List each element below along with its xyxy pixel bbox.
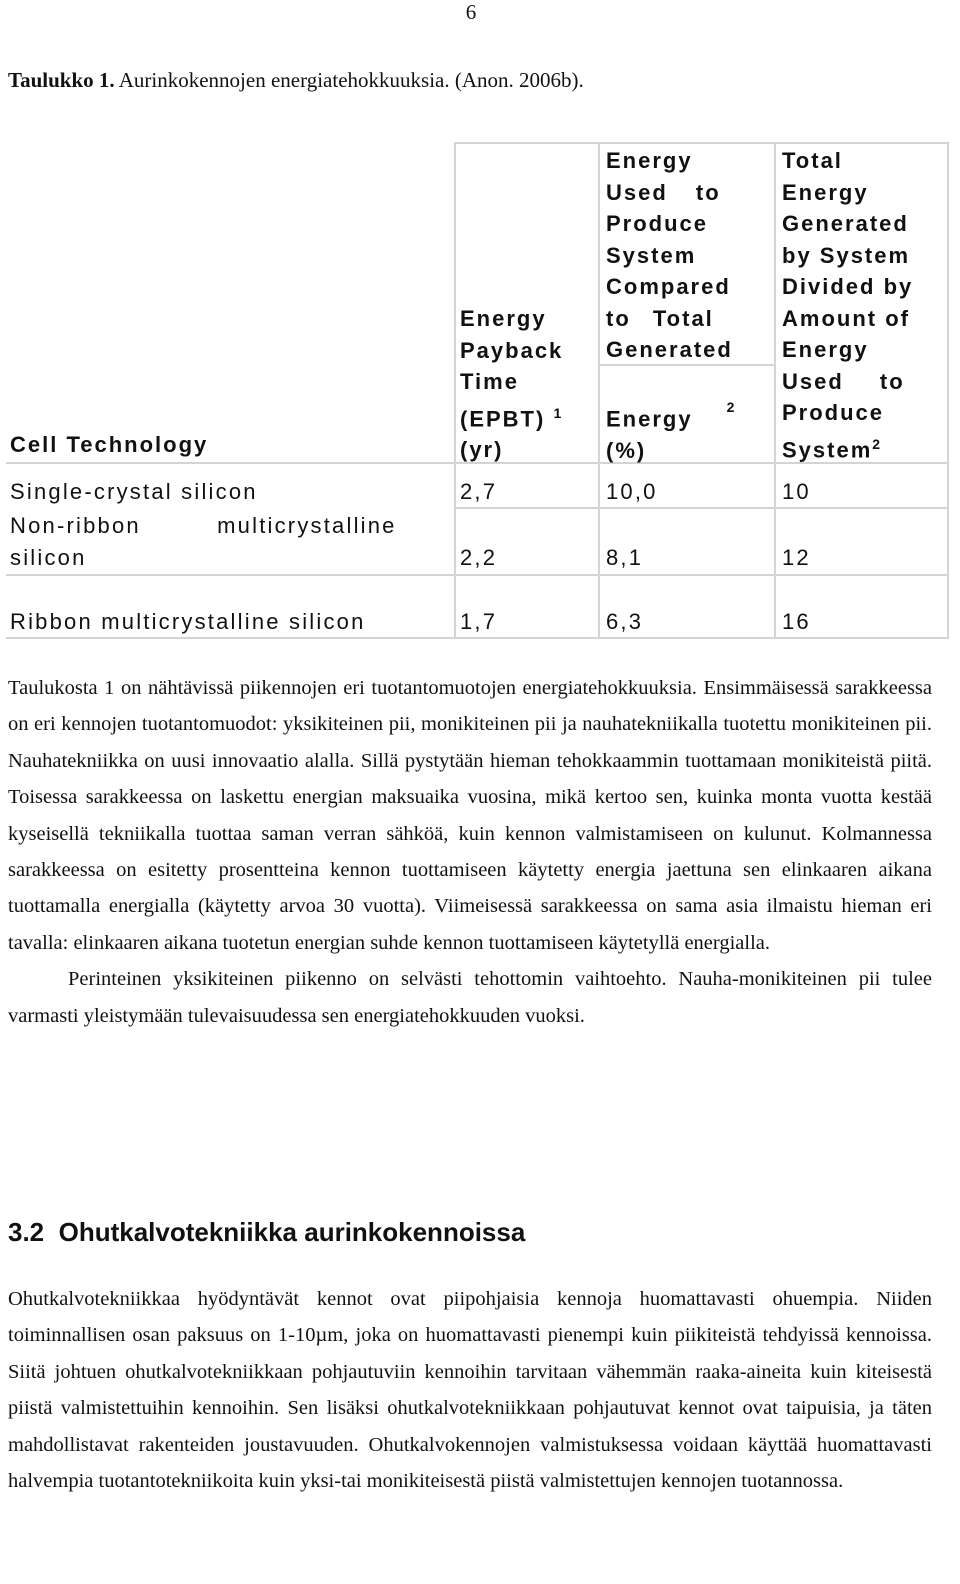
page-number: 6 [465, 0, 477, 24]
row3-energy-percent: 6,3 [606, 609, 644, 634]
row3-epbt: 1,7 [460, 609, 498, 634]
energy-efficiency-table [6, 142, 949, 639]
row1-tech: Single-crystal silicon [10, 479, 258, 504]
section-paragraph: Ohutkalvotekniikkaa hyödyntävät kennot ovat piipohjaisia kennoja huomattavasti ohuempia. Niiden toiminnallisen osan paksuus on 1-10µm, joka on huomattavasti pienempi kuin piikiteistä tehdyissä kennoissa. Siitä johtuen ohutkalvotekniikkaan pohjautuviin kennoihin tarvitaan vähemmän raaka-aineita kuin kiteisestä piistä valmistettuihin kennoihin. Sen lisäksi ohutkalvotekniikkaan pohjautuvat kennot ovat taipuisia, ja täten mahdollistavat rakenteiden joustavuuden. Ohutkalvokennojen valmistuksessa voidaan käyttää huomattavasti halvempia tuotantotekniikoita kuin yksi-tai monikiteisestä piistä valmistettujen kennojen tuotannossa. [8, 1288, 932, 1493]
paragraph-1: Taulukosta 1 on nähtävissä piikennojen eri tuotantomuotojen energiatehokkuuksia. Ensimmäisessä sarakkeessa on eri kennojen tuotantomuodot: yksikiteinen pii, monikiteinen pii ja nauhatekniikalla tuotettu monikiteinen pii. Nauhatekniikka on uusi innovaatio alalla. Sillä pystytään hieman tehokkaammin tuottamaan monikiteistä piitä. Toisessa sarakkeessa on laskettu energian maksuaika vuosina, mikä kertoo sen, kuinka monta vuotta kestää kyseisellä tekniikalla tuottaa saman verran sähköä, kuin kennon valmistamiseen on kulunut. Kolmannessa sarakkeessa on esitetty prosentteina kennon tuottamiseen käytetty energia jaettuna sen elinkaaren aikana tuottamalla energialla (käytetty arvoa 30 vuotta). Viimeisessä sarakkeessa on sama asia ilmaistu hieman eri tavalla: elinkaaren aikana tuotetun energian suhde kennon tuottamiseen käytetyllä energialla. [8, 677, 932, 954]
row1-energy-percent: 10,0 [606, 479, 658, 504]
col-divider-2 [598, 142, 600, 639]
row1-bottom-line [454, 507, 949, 509]
row1-ratio: 10 [782, 479, 811, 504]
section-body [8, 1281, 932, 1499]
row2-ratio: 12 [782, 545, 811, 570]
footnote-1: 1 [553, 404, 562, 421]
col-divider-1 [454, 142, 456, 639]
header-cell-technology: Cell Technology [10, 432, 209, 457]
header-energy-percent: Energy $^2$ (%) [606, 399, 735, 463]
row3-tech: Ribbon multicrystalline silicon [10, 609, 366, 634]
table-border-right [947, 142, 949, 639]
header-epbt: Energy Payback Time (EPBT) $^1$ (yr) [460, 306, 564, 463]
col-divider-3 [774, 142, 776, 639]
row2-energy-percent: 8,1 [606, 545, 644, 570]
caption-text: Aurinkokennojen energiatehokkuuksia. (Anon. 2006b). [114, 68, 584, 92]
section-heading: 3.2 Ohutkalvotekniikka aurinkokennoissa [8, 1217, 526, 1247]
header-total-energy: Total Energy Generated by System Divided by Amount of Energy Used to Produce System$^2$ [782, 148, 914, 462]
footnote-2: 2 [726, 399, 735, 415]
row3-ratio: 16 [782, 609, 811, 634]
row1-epbt: 2,7 [460, 479, 498, 504]
table-caption [8, 68, 584, 93]
table-border-top [454, 142, 949, 144]
caption-label: Taulukko 1. [8, 68, 115, 92]
row2-bottom-line [6, 574, 949, 576]
header-energy-used: Energy Used to Produce System Compared to Total Generated [606, 148, 733, 362]
paragraph-2: Perinteinen yksikiteinen piikenno on selvästi tehottomin vaihtoehto. Nauha-monikiteinen pii tulee varmasti yleistymään tulevaisuudessa sen energiatehokkuuden vuoksi. [8, 968, 932, 1027]
row2-tech: Non-ribbon multicrystalline silicon [10, 513, 397, 570]
footnote-2b: 2 [872, 435, 881, 452]
body-text [8, 670, 932, 1034]
row2-epbt: 2,2 [460, 545, 498, 570]
